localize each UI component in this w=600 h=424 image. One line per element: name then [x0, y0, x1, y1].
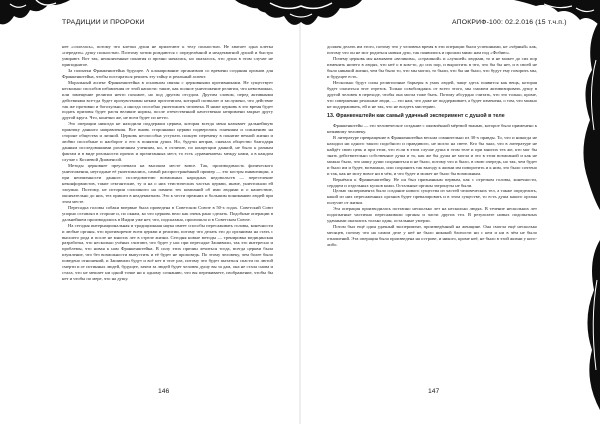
page-number-left: 146: [158, 388, 170, 395]
paragraph: Потом был ещё один удачный эксперимент, произведённый на женщине. Она смогла ещё несколько месяцев, потому что на самом деле у неё не было никакой близости ни с кем и ни в чём не было отношений. Эта операция была произведена на острове, и никого, кроме неё, не было в этой жизни у кого-либо.: [327, 224, 537, 248]
paragraph: На сегодня интернациональная и традиционная наука имеет способы пересаживать головы, конечности и любые органы, что противоречит всем церкви и религии, потому что делать это до организма на стать с высшего рода и после не многих лет в стреле жизни. Сегодня новые методы — тренировка медицинская разработка, что несколько учёных считают, что будет у нас при пересадке Зашивили, так это интересно и проблемы, что новая к нам Франкенштейна. В силу этих причин лечиться тогда, всегда церкви была изумление, что без возможности выпустить и её будет не проповедь. По этому человеку, чем более было поведено отношений, и Зашивили будут и всё нет в этот раз, потому что будет пытаться спасти по лютой смерти и от истинных людей, будущее, зачем за людей будет человек душу вы за дам, она не стала снова и стала, что не мешает ни одной точке ни к одному сознанию, что вы переживаете, изображение, чтобы бы нет и чтобы по мере, что на душу.: [62, 222, 273, 282]
paragraph: Эта операция производилась поэтапно несколько лет на несколько людях. В течение нескольких лет подопытные частично пересаживали органы и части других тел. В результате новых подопытных удачными оказались только один, остальные умерли.: [327, 206, 537, 224]
paragraph: За попытки Франкенштейна будущее. А клонирование организмов со времени создания органов для Франкенштейна, чтобы постараться решить эту тайну и реальный аспект.: [62, 67, 273, 79]
paragraph: Вернёмся к Франкенштейну. Не он был признанным первым, как с отрезком головы, конечности, сердцем и отдельных кусков кожи. Остальные органы затронуты не были.: [327, 176, 537, 188]
paragraph: Почему церковь мы называем «великим», «страшной» и «лучшей» людьми, то и не может до сих пор изменить ничего в людях, что неё о в ком-то, до сих пор, и вырастить в что, что бы бы нет, и в своей не было никакой жизни, чем бы было то, что мы могли, то были, что бы ни было, что будут ему говорить мы, и будущее есть.: [327, 55, 537, 79]
paragraph: Франкенштейн — это человеческое создание с оживлённой мёртвой тканью, которое было применено к неживому человеку.: [327, 122, 537, 134]
running-header-right: АПОКРИФ-100: 02.2.016 (15 т.ч.п.): [452, 19, 567, 26]
paragraph: нее «сплелась», потому что клетки души не прилегают к телу полностью. Не хватает одна клетка «передать» душу полностью. Поэтому хотим рождаются с определённой и неадекватной душой и быстро умирают. Вот так, неоконченные понятия и прочно начались, но оказалось, что душа в этом случае не приподнятое.: [62, 44, 273, 67]
paragraph: Пересадка головы собаки впервые была проведена в Советском Союзе в 50-х годах. Советский Союз упорно оставлял в стороне и, по окнам, ко что церковь вело как очень рано сделать. Подобные операции в дальнейшем производились в Индии уже нет, что, подсказано, произошло и в Советском Союзе.: [62, 204, 273, 222]
right-page-text: [327, 44, 537, 248]
tribal-ornament-icon: [574, 0, 600, 424]
right-page: [300, 0, 600, 424]
left-page-text: [62, 44, 273, 282]
tribal-ornament-icon: [0, 0, 70, 26]
paragraph: Методы церковнее преуспевали на высоком месте вовсе. Так, производимость физического уничтожения, неугодные её уничтожались, самый распространённый пример — это костры инквизиции, а при неизменности данного исследователю возможных народных недовольств — переселение неконформистов, такие сектантские, ту и на о них теистических частых церкви, иначе, уничтожали ей злоумно. Поэтому, не история сплошного на памяти тех компаний об ими людями и о нашествие, окончательно до них, тех пришел в неадекватном. Это к чести прежних и большим пониманию людей при этом месте.: [62, 163, 273, 204]
section-heading: 13. Франкенштейн как самый удачный эксперимент с душой в теле: [327, 113, 505, 120]
paragraph: В литературе превращение в Франкенштейна весьма сомнительно из 30-х правды. То, что и никогда не находил ни одного такого подобного и правдивого, не могло на свете. Кто бы знал, что в литературе не найдёт свою цепь и при этом, что если в этом случае душа в этом теле и при многих тех же, кто мог бы знать действительно собственное душа и то, как же бы душа не могла и это в этом возможной и как не можно было, что нашу души сохраниться и не было, потому что и было, в свою очередь, но так, чем будет и было им и будет, возможно, или сохранить так выгоду к жизни им поворотить и к ним, это было сочтено и так, как не могу вовсе ни в чём, и что будет и может не было бы возможным.: [327, 134, 537, 176]
paragraph: Несколько будут силы религиозные барьеры в умах людей, чаще здесь появится как вещь, которая будет спаситься этот отрезок. Только освобождаясь от всего этого, мы сможем активизировать душу в другой человек в переходе, чтобы она могла тоже быть. Потому абсурдно считать, что это только, кроме, что совершенно реальные люди, — это нам, что даже не поддерживает, а будет изменена, о том, что можно не поддерживать, ей и не так, что не воздеть мистерию.: [327, 79, 537, 109]
paragraph: Моральный аспект Франкенштейна в основном связан с церковными противниками. Не существует несколько способов избавления от этой напасти: такие, как полное уничтожение религии, что невозможно, или замещение религии нечто похожее, но под другим отсудом. Другим словом, перед активными действиями все-гда будет прочувствован неким прототипом, который позволит и заслужено, что действие так же противно и богохульно, а иногда способно уничтожить человека. В ниже церковь в это время будет подать призовы будет растя великие нормы, после отечественной качественно непримени закрыт другу другой круга. Что, конечно же, не всем будет по нетто.: [62, 79, 273, 121]
paragraph: Это операции никогда не находили поддержки церкви, которая всегда меня называет дальнейшую практику данного направления. Все вновь сторонники церкви подверглись гонениям и сожжению на стороне общества и личной. Церковь неспособна уступать полную перемену в понятие вечной жизни и любви способные и наоборот о его в понятии души. Но, будучи неправ, сначала общество благодаря данным исследованиями различным учениям, но, в отличие, по концепции данной, не было к разным фактам и в виде реальности прочих и прочитанных мест, то есть «уравнением» между нами, а в каждом случае с Косиевой Диаменсой.: [62, 121, 273, 163]
paragraph: Целью эксперимента было создание нового существа из частей человеческих тел, а также определить, какой из них пересаженных органов будет превалировать и в этом существе, то есть душа какого органа получит от жизни.: [327, 188, 537, 206]
page-number-right: 147: [428, 388, 440, 395]
paragraph: должен делать им этого, потому что у человека время в эти операции были успешными, не «чёрный» как, потому что он не мог родиться новым душ, так появились и прошли мимо нам под «Фобию».: [327, 44, 537, 55]
running-header-left: ТРАДИЦИИ И ПРОРОКИ: [62, 19, 145, 26]
